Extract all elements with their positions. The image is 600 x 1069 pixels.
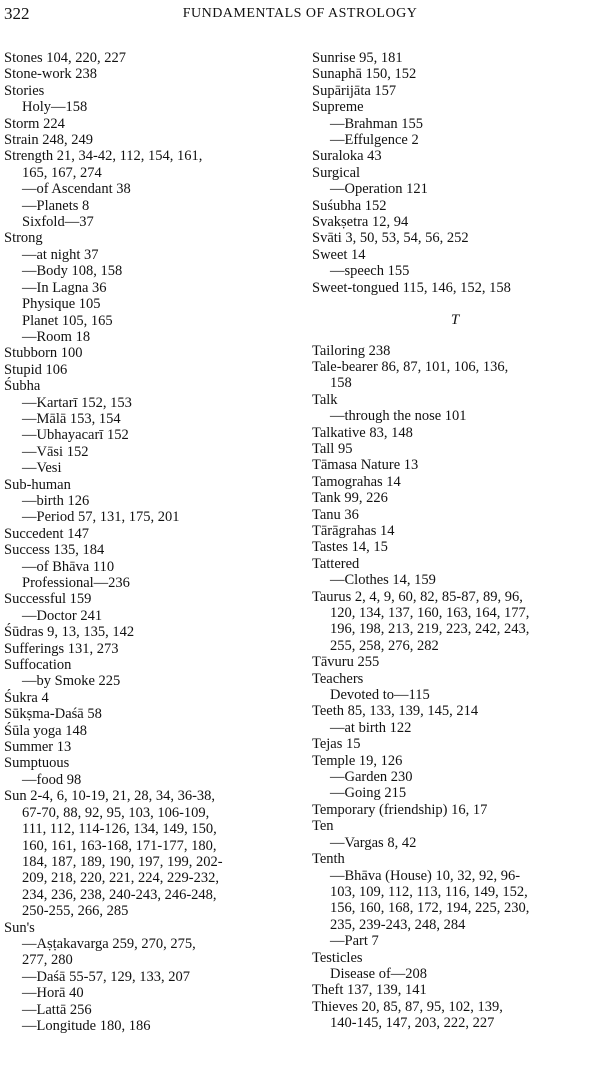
index-subentry: —Body 108, 158 (22, 263, 123, 280)
index-subentry: —Lattā 256 (22, 1001, 92, 1018)
index-entry: Tank 99, 226 (312, 490, 388, 507)
index-entry: Sunrise 95, 181 (312, 50, 403, 66)
index-entry: Talk (312, 391, 338, 408)
index-entry: Supreme (312, 99, 364, 116)
index-subentry: 67-70, 88, 92, 95, 103, 106-109, (22, 804, 210, 821)
index-subentry: Physique 105 (22, 296, 101, 313)
index-entry: Supārijāta 157 (312, 82, 397, 99)
index-subentry: 156, 160, 168, 172, 194, 225, 230, (330, 900, 530, 917)
index-entry: Stone-work 238 (4, 66, 98, 83)
index-entry: Strong (4, 230, 43, 247)
index-subentry: 234, 236, 238, 240-243, 246-248, (22, 886, 217, 903)
index-entry: Tārāgrahas 14 (312, 522, 395, 539)
index-entry: Śukra 4 (4, 689, 49, 706)
index-subentry: —Mālā 153, 154 (22, 410, 121, 427)
index-entry: Success 135, 184 (4, 542, 105, 559)
index-subentry: —by Smoke 225 (22, 673, 121, 690)
index-entry: Thieves 20, 85, 87, 95, 102, 139, (312, 998, 503, 1015)
index-subentry: —Vargas 8, 42 (330, 834, 417, 851)
index-entry: Taurus 2, 4, 9, 60, 82, 85-87, 89, 96, (312, 588, 523, 605)
index-subentry: Sixfold—37 (22, 214, 94, 231)
index-entry: Tailoring 238 (312, 342, 391, 359)
index-subentry: 158 (330, 375, 352, 392)
index-entry: Strain 248, 249 (4, 132, 94, 149)
index-column-right (312, 50, 598, 1032)
index-entry: Sub-human (4, 476, 71, 493)
index-entry: Talkative 83, 148 (312, 424, 413, 441)
index-subentry: —Room 18 (22, 328, 91, 345)
index-subentry: —Ubhayacarī 152 (22, 427, 129, 444)
index-subentry: —Part 7 (330, 933, 379, 950)
index-entry: Suraloka 43 (312, 148, 382, 165)
index-subentry: —Horā 40 (22, 985, 84, 1002)
index-subentry: 235, 239-243, 248, 284 (330, 916, 466, 933)
index-subentry: —food 98 (22, 771, 82, 788)
page-number: 322 (4, 4, 30, 23)
index-subentry: Disease of—208 (330, 965, 428, 982)
index-subentry: 196, 198, 213, 219, 223, 242, 243, (330, 621, 530, 638)
index-subentry: 250-255, 266, 285 (22, 903, 129, 920)
index-subentry: —Effulgence 2 (330, 132, 419, 149)
index-entry: Suśubha 152 (312, 197, 387, 214)
index-entry: Tamograhas 14 (312, 473, 401, 490)
index-entry: Tejas 15 (312, 736, 361, 753)
index-entry: Stubborn 100 (4, 345, 83, 362)
index-entry: Svakṣetra 12, 94 (312, 214, 409, 231)
index-subentry: —at night 37 (22, 246, 99, 263)
index-column-left (4, 50, 296, 1034)
index-entry: Temporary (friendship) 16, 17 (312, 801, 488, 818)
index-subentry: —of Ascendant 38 (22, 181, 131, 198)
index-entry: Surgical (312, 164, 361, 181)
index-subentry: —Clothes 14, 159 (330, 572, 436, 589)
index-subentry: Planet 105, 165 (22, 312, 113, 329)
index-entry: Tastes 14, 15 (312, 539, 388, 556)
index-entry: Stories (4, 82, 45, 99)
index-subentry: —In Lagna 36 (22, 279, 107, 296)
index-subentry: —Vāsi 152 (22, 443, 89, 460)
index-entry: Tattered (312, 555, 360, 572)
index-subentry: —Kartarī 152, 153 (22, 394, 132, 411)
index-entry: Śūdras 9, 13, 135, 142 (4, 624, 135, 641)
index-subentry: —Vesi (22, 460, 62, 477)
index-subentry: 277, 280 (22, 952, 73, 969)
index-subentry: —Going 215 (330, 785, 407, 802)
index-entry: Succedent 147 (4, 525, 89, 542)
index-subentry: —Planets 8 (22, 197, 90, 214)
index-entry: Śūla yoga 148 (4, 722, 87, 739)
index-entry: Successful 159 (4, 591, 92, 608)
index-entry: Sumptuous (4, 755, 70, 772)
index-entry: Sun's (4, 919, 35, 936)
index-entry: Sweet 14 (312, 246, 366, 263)
index-subentry: 140-145, 147, 203, 222, 227 (330, 1015, 495, 1032)
index-entry: Suffocation (4, 657, 72, 674)
index-subentry: —Operation 121 (330, 181, 428, 198)
index-entry: Ten (312, 818, 334, 835)
index-subentry: —Doctor 241 (22, 607, 103, 624)
index-subentry: 103, 109, 112, 113, 116, 149, 152, (330, 883, 528, 900)
index-subentry: Professional—236 (22, 575, 130, 591)
page-header (4, 4, 596, 28)
index-subentry: 111, 112, 114-126, 134, 149, 150, (22, 821, 217, 838)
index-subentry: 160, 161, 163-168, 171-177, 180, (22, 837, 217, 854)
index-entry: Strength 21, 34-42, 112, 154, 161, (4, 148, 203, 165)
index-entry: Sweet-tongued 115, 146, 152, 158 (312, 279, 511, 296)
index-subentry: —Daśā 55-57, 129, 133, 207 (22, 968, 190, 985)
index-subentry: Holy—158 (22, 99, 88, 116)
index-subentry: —at birth 122 (330, 719, 412, 736)
index-entry: Testicles (312, 949, 363, 966)
index-entry: Tall 95 (312, 440, 353, 457)
index-entry: Sūkṣma-Daśā 58 (4, 706, 102, 723)
index-subentry: —Garden 230 (330, 769, 413, 786)
index-subentry: —Aṣṭakavarga 259, 270, 275, (22, 935, 196, 952)
index-entry: Tanu 36 (312, 506, 359, 523)
index-subentry: 184, 187, 189, 190, 197, 199, 202- (22, 853, 223, 870)
index-entry: Tenth (312, 851, 345, 868)
index-entry: Stupid 106 (4, 361, 68, 378)
index-subentry: 255, 258, 276, 282 (330, 637, 439, 654)
index-entry: Sunaphā 150, 152 (312, 66, 417, 83)
index-entry: Sun 2-4, 6, 10-19, 21, 28, 34, 36-38, (4, 788, 216, 805)
index-entry: Summer 13 (4, 739, 72, 756)
index-subentry: —through the nose 101 (330, 408, 467, 425)
index-entry: Tāmasa Nature 13 (312, 457, 419, 474)
index-entry: Theft 137, 139, 141 (312, 982, 427, 999)
index-entry: Temple 19, 126 (312, 752, 403, 769)
index-subentry: —Bhāva (House) 10, 32, 92, 96- (330, 867, 521, 884)
index-entry: Svāti 3, 50, 53, 54, 56, 252 (312, 230, 469, 247)
index-subentry: —Brahman 155 (330, 115, 424, 132)
index-entry: Teeth 85, 133, 139, 145, 214 (312, 703, 479, 720)
index-subentry: —speech 155 (330, 263, 410, 280)
index-entry: Stones 104, 220, 227 (4, 50, 127, 66)
index-subentry: 209, 218, 220, 221, 224, 229-232, (22, 870, 219, 887)
index-entry: Tāvuru 255 (312, 654, 380, 671)
index-subentry: —of Bhāva 110 (22, 558, 115, 575)
index-entry: Storm 224 (4, 115, 65, 132)
index-entry: Teachers (312, 670, 364, 687)
index-subentry: —Longitude 180, 186 (22, 1017, 151, 1034)
index-section-letter: T (450, 312, 460, 329)
index-entry: Tale-bearer 86, 87, 101, 106, 136, (312, 358, 509, 375)
index-entry: Śubha (4, 378, 41, 395)
index-subentry: —birth 126 (22, 492, 90, 509)
index-subentry: 120, 134, 137, 160, 163, 164, 177, (330, 605, 530, 621)
index-subentry: —Period 57, 131, 175, 201 (22, 509, 180, 526)
index-entry: Sufferings 131, 273 (4, 640, 119, 657)
index-subentry: 165, 167, 274 (22, 164, 102, 181)
index-subentry: Devoted to—115 (330, 687, 430, 704)
running-title: FUNDAMENTALS OF ASTROLOGY (182, 6, 418, 21)
